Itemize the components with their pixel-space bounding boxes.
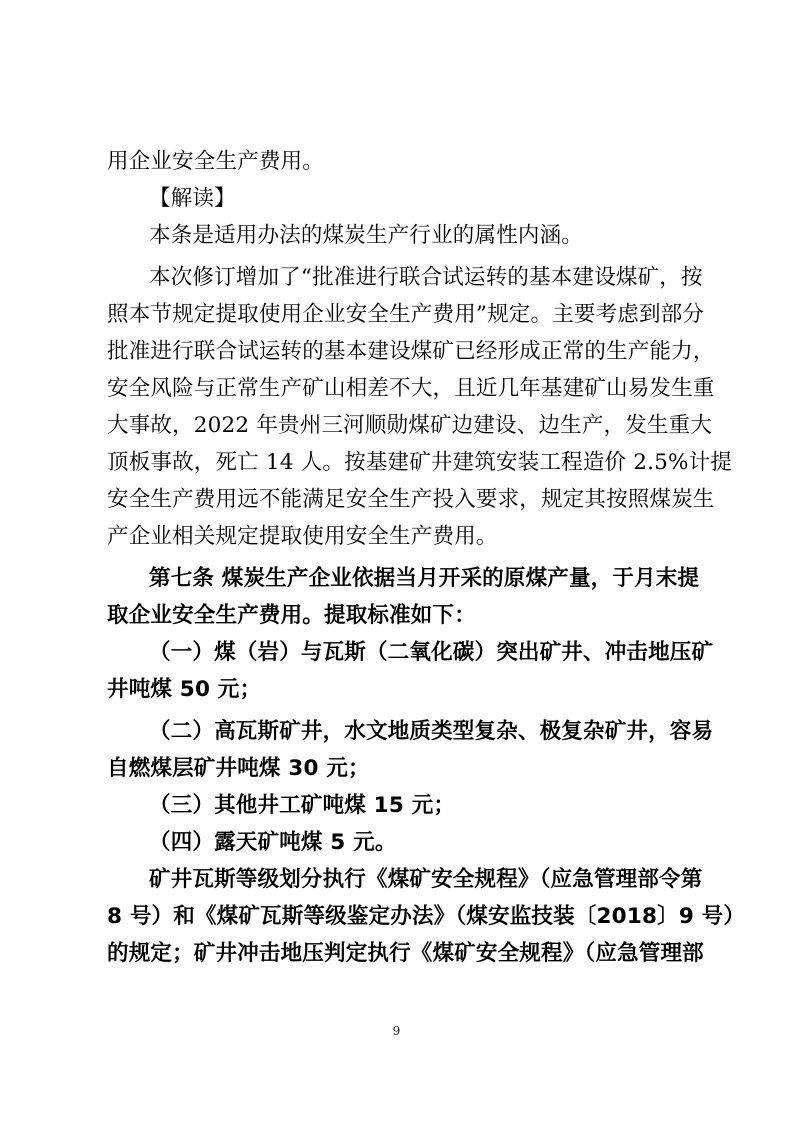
text-line: 用企业安全生产费用。	[107, 149, 325, 174]
standard-item-4: （四）露天矿吨煤 5 元。	[149, 830, 397, 855]
paragraph-line: 产企业相关规定提取使用安全生产费用。	[107, 524, 498, 549]
paragraph-line: 本次修订增加了“批准进行联合试运转的基本建设煤矿，按	[149, 265, 703, 290]
page-number: 9	[392, 1024, 401, 1038]
paragraph-line: 照本节规定提取使用企业安全生产费用”规定。主要考虑到部分	[107, 302, 705, 327]
section-heading-interpretation: 【解读】	[149, 186, 236, 211]
paragraph-line: 8 号）和《煤矿瓦斯等级鉴定办法》（煤安监技装〔2018〕9 号）	[107, 904, 746, 929]
paragraph-line: 批准进行联合试运转的基本建设煤矿已经形成正常的生产能力，	[107, 339, 715, 364]
paragraph-line: 本条是适用办法的煤炭生产行业的属性内涵。	[149, 223, 584, 248]
paragraph-line: 矿井瓦斯等级划分执行《煤矿安全规程》（应急管理部令第	[149, 867, 703, 892]
paragraph-line: 大事故，2022 年贵州三河顺勋煤矿边建设、边生产，发生重大	[107, 413, 713, 438]
paragraph-line: 的规定；矿井冲击地压判定执行《煤矿安全规程》（应急管理部	[107, 941, 704, 966]
standard-item-1: 井吨煤 50 元；	[107, 677, 262, 702]
standard-item-3: （三）其他井工矿吨煤 15 元；	[149, 793, 456, 818]
standard-item-1: （一）煤（岩）与瓦斯（二氧化碳）突出矿井、冲击地压矿	[149, 640, 714, 665]
article-seven-line: 第七条 煤炭生产企业依据当月开采的原煤产量，于月末提	[149, 566, 700, 591]
paragraph-line: 顶板事故，死亡 14 人。按基建矿井建筑安装工程造价 2.5%计提	[107, 450, 733, 475]
standard-item-2: 自燃煤层矿井吨煤 30 元；	[107, 756, 370, 781]
article-seven-line: 取企业安全生产费用。提取标准如下：	[107, 603, 476, 628]
paragraph-line: 安全风险与正常生产矿山相差不大，且近几年基建矿山易发生重	[107, 376, 715, 401]
paragraph-line: 安全生产费用远不能满足安全生产投入要求，规定其按照煤炭生	[107, 487, 715, 512]
standard-item-2: （二）高瓦斯矿井，水文地质类型复杂、极复杂矿井，容易	[149, 719, 714, 744]
